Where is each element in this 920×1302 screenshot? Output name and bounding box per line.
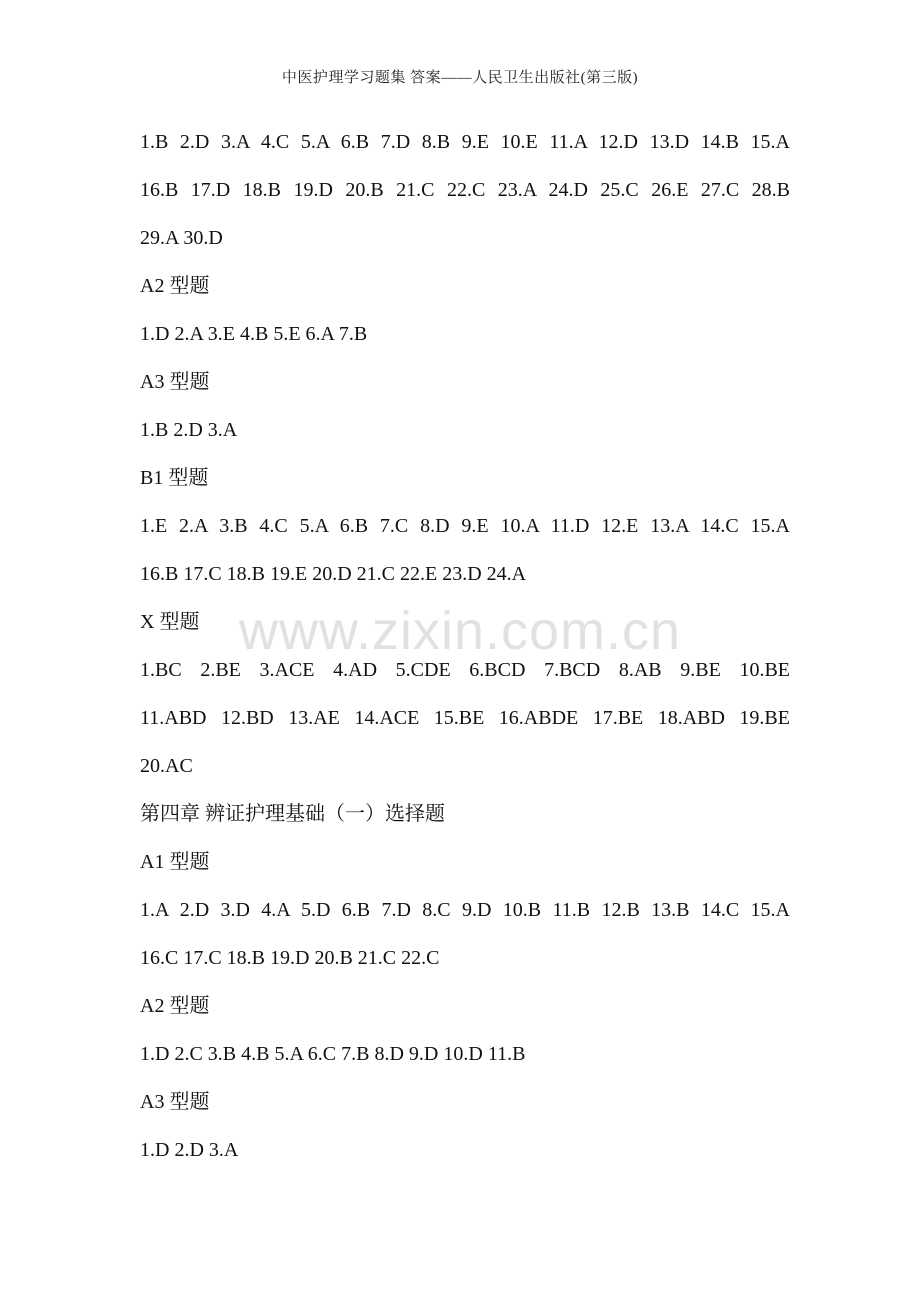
answer-line: 29.A 30.D [140, 227, 223, 249]
section-heading-a2: A2 型题 [140, 995, 210, 1017]
answer-line: 16.C 17.C 18.B 19.D 20.B 21.C 22.C [140, 947, 440, 969]
answer-line: 1.D 2.C 3.B 4.B 5.A 6.C 7.B 8.D 9.D 10.D 11.B [140, 1043, 526, 1065]
answer-line: 16.B 17.C 18.B 19.E 20.D 21.C 22.E 23.D 24.A [140, 563, 527, 585]
section-heading-a3: A3 型题 [140, 1091, 210, 1113]
answer-line: 1.BC 2.BE 3.ACE 4.AD 5.CDE 6.BCD 7.BCD 8.AB 9.BE 10.BE [140, 659, 790, 681]
answer-line: 20.AC [140, 755, 193, 777]
answer-line: 1.B 2.D 3.A [140, 419, 238, 441]
page-header: 中医护理学习题集 答案——人民卫生出版社(第三版) [281, 70, 639, 86]
section-heading-a1: A1 型题 [140, 851, 210, 873]
answer-line: 16.B 17.D 18.B 19.D 20.B 21.C 22.C 23.A 24.D 25.C 26.E 27.C 28.B [140, 179, 790, 201]
section-heading-x: X 型题 [140, 611, 200, 633]
answer-line: 1.D 2.A 3.E 4.B 5.E 6.A 7.B [140, 323, 368, 345]
answer-line: 1.D 2.D 3.A [140, 1139, 239, 1161]
answer-line: 1.E 2.A 3.B 4.C 5.A 6.B 7.C 8.D 9.E 10.A 11.D 12.E 13.A 14.C 15.A [140, 515, 790, 537]
answer-line: 11.ABD 12.BD 13.AE 14.ACE 15.BE 16.ABDE 17.BE 18.ABD 19.BE [140, 707, 790, 729]
chapter-heading: 第四章 辨证护理基础（一）选择题 [140, 803, 445, 825]
section-heading-a3: A3 型题 [140, 371, 210, 393]
answer-line: 1.A 2.D 3.D 4.A 5.D 6.B 7.D 8.C 9.D 10.B 11.B 12.B 13.B 14.C 15.A [140, 899, 790, 921]
answer-line: 1.B 2.D 3.A 4.C 5.A 6.B 7.D 8.B 9.E 10.E 11.A 12.D 13.D 14.B 15.A [140, 131, 790, 153]
watermark: www.zixin.com.cn [238, 601, 682, 661]
section-heading-b1: B1 型题 [140, 467, 209, 489]
answer-content [140, 118, 790, 1174]
section-heading-a2: A2 型题 [140, 275, 210, 297]
